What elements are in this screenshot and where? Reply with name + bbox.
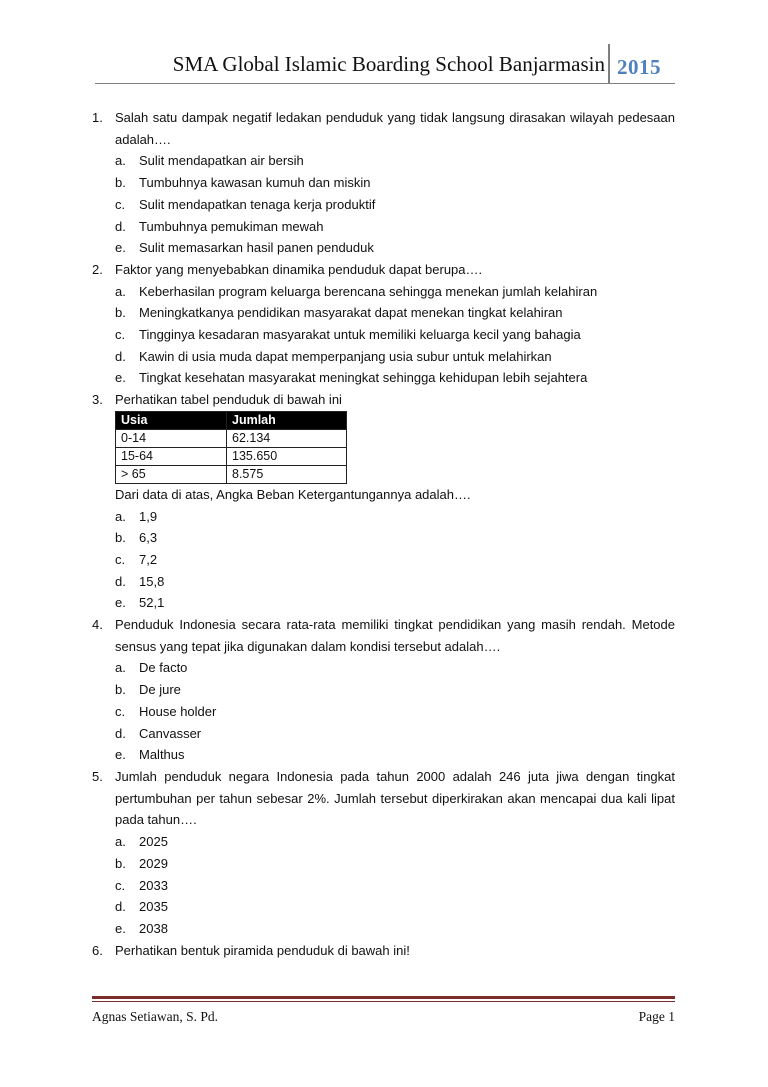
question-number: 3. (92, 392, 103, 408)
option-list (115, 150, 675, 259)
option-text: Malthus (139, 747, 185, 763)
option-letter: a. (115, 153, 126, 169)
table-row (116, 447, 347, 465)
option-b (115, 853, 675, 875)
option-b (115, 172, 675, 194)
option-letter: d. (115, 348, 126, 364)
option-list (115, 831, 675, 940)
option-text: Sulit mendapatkan tenaga kerja produktif (139, 196, 376, 212)
option-b (115, 679, 675, 701)
question-text: Faktor yang menyebabkan dinamika penduduk dapat berupa…. (115, 261, 483, 277)
option-letter: c. (115, 703, 126, 719)
question-number: 6. (92, 942, 103, 958)
question-list (92, 107, 675, 961)
option-letter: b. (115, 855, 126, 871)
option-list (115, 281, 675, 390)
page-header (95, 44, 675, 84)
option-letter: b. (115, 682, 126, 698)
option-d (115, 723, 675, 745)
question-text: Jumlah penduduk negara Indonesia pada tahun 2000 adalah 246 juta jiwa dengan tingkat pertumbuhan per tahun sebesar 2%. Jumlah tersebut diperkirakan akan mencapai dua kali lipat pada tahun…. (115, 768, 675, 828)
option-text: Tumbuhnya pemukiman mewah (139, 218, 324, 234)
question-text: Salah satu dampak negatif ledakan penduduk yang tidak langsung dirasakan wilayah pedesaan adalah…. (115, 110, 675, 147)
table-header-row (116, 411, 347, 429)
option-list (115, 506, 675, 615)
header-year: 2015 (617, 55, 661, 79)
question-6 (92, 940, 675, 962)
table-header-usia: Usia (116, 411, 227, 429)
question-1 (92, 107, 675, 259)
option-b (115, 527, 675, 549)
option-text: De jure (139, 682, 181, 698)
option-letter: a. (115, 508, 126, 524)
table-cell: > 65 (116, 465, 227, 483)
question-number: 1. (92, 110, 103, 125)
question-followup-text: Dari data di atas, Angka Beban Ketergantungannya adalah…. (115, 486, 471, 502)
option-letter: c. (115, 877, 126, 893)
header-rule (95, 83, 675, 84)
option-b (115, 302, 675, 324)
option-text: Sulit mendapatkan air bersih (139, 153, 304, 169)
question-2 (92, 259, 675, 389)
option-text: De facto (139, 660, 188, 676)
footer-rule-thick (92, 996, 675, 999)
option-a (115, 657, 675, 679)
option-d (115, 346, 675, 368)
option-c (115, 194, 675, 216)
option-letter: c. (115, 551, 126, 567)
footer-rule (92, 996, 675, 1002)
option-letter: a. (115, 283, 126, 299)
table-cell: 62.134 (227, 429, 347, 447)
option-a (115, 150, 675, 172)
option-letter: e. (115, 370, 126, 386)
option-letter: a. (115, 834, 126, 850)
option-letter: c. (115, 327, 126, 343)
table-header-jumlah: Jumlah (227, 411, 347, 429)
option-text: Kawin di usia muda dapat memperpanjang usia subur untuk melahirkan (139, 348, 552, 364)
option-letter: b. (115, 175, 126, 191)
option-a (115, 281, 675, 303)
option-e (115, 592, 675, 614)
option-text: 2035 (139, 899, 168, 915)
page-number: Page 1 (638, 1009, 675, 1024)
option-text: 52,1 (139, 595, 165, 611)
option-e (115, 367, 675, 389)
option-letter: d. (115, 218, 126, 234)
option-text: 2033 (139, 877, 168, 893)
school-name: SMA Global Islamic Boarding School Banjarmasin (172, 52, 605, 76)
option-text: House holder (139, 703, 217, 719)
option-letter: a. (115, 660, 126, 676)
option-text: Canvasser (139, 725, 202, 741)
option-text: 6,3 (139, 530, 158, 546)
option-letter: e. (115, 595, 126, 611)
option-c (115, 875, 675, 897)
option-letter: e. (115, 747, 126, 763)
option-letter: d. (115, 899, 126, 915)
option-text: 2038 (139, 920, 168, 936)
option-text: Tingginya kesadaran masyarakat untuk memiliki keluarga kecil yang bahagia (139, 327, 581, 343)
option-c (115, 701, 675, 723)
option-text: Sulit memasarkan hasil panen penduduk (139, 240, 374, 256)
option-d (115, 571, 675, 593)
option-c (115, 549, 675, 571)
question-text: Penduduk Indonesia secara rata-rata memiliki tingkat pendidikan yang masih rendah. Metode sensus yang tepat jika digunakan dalam kondisi tersebut adalah…. (115, 617, 675, 654)
option-letter: b. (115, 305, 126, 321)
header-divider (608, 44, 610, 84)
question-4 (92, 614, 675, 766)
option-d (115, 896, 675, 918)
table-cell: 0-14 (116, 429, 227, 447)
table-cell: 15-64 (116, 447, 227, 465)
option-e (115, 918, 675, 940)
option-c (115, 324, 675, 346)
question-number: 2. (92, 261, 103, 277)
footer-author: Agnas Setiawan, S. Pd. (92, 1009, 218, 1024)
question-number: 4. (92, 617, 103, 633)
option-text: 2025 (139, 834, 168, 850)
question-text: Perhatikan tabel penduduk di bawah ini (115, 392, 342, 408)
population-table (115, 411, 347, 484)
option-text: 2029 (139, 855, 168, 871)
option-letter: e. (115, 920, 126, 936)
footer-rule-thin (92, 1001, 675, 1002)
option-text: 7,2 (139, 551, 158, 567)
question-5 (92, 766, 675, 940)
question-text: Perhatikan bentuk piramida penduduk di bawah ini! (115, 942, 410, 958)
table-row (116, 465, 347, 483)
option-list (115, 657, 675, 766)
option-a (115, 831, 675, 853)
table-cell: 8.575 (227, 465, 347, 483)
option-d (115, 216, 675, 238)
option-text: 15,8 (139, 573, 165, 589)
table-row (116, 429, 347, 447)
question-number: 5. (92, 768, 103, 784)
option-letter: d. (115, 725, 126, 741)
option-text: Tingkat kesehatan masyarakat meningkat sehingga kehidupan lebih sejahtera (139, 370, 588, 386)
table-cell: 135.650 (227, 447, 347, 465)
option-letter: d. (115, 573, 126, 589)
option-text: Tumbuhnya kawasan kumuh dan miskin (139, 175, 371, 191)
option-a (115, 506, 675, 528)
option-letter: e. (115, 240, 126, 256)
option-text: Meningkatkanya pendidikan masyarakat dapat menekan tingkat kelahiran (139, 305, 563, 321)
option-text: Keberhasilan program keluarga berencana sehingga menekan jumlah kelahiran (139, 283, 598, 299)
question-3 (92, 389, 675, 614)
option-text: 1,9 (139, 508, 158, 524)
option-letter: b. (115, 530, 126, 546)
option-e (115, 237, 675, 259)
option-e (115, 744, 675, 766)
option-letter: c. (115, 196, 126, 212)
